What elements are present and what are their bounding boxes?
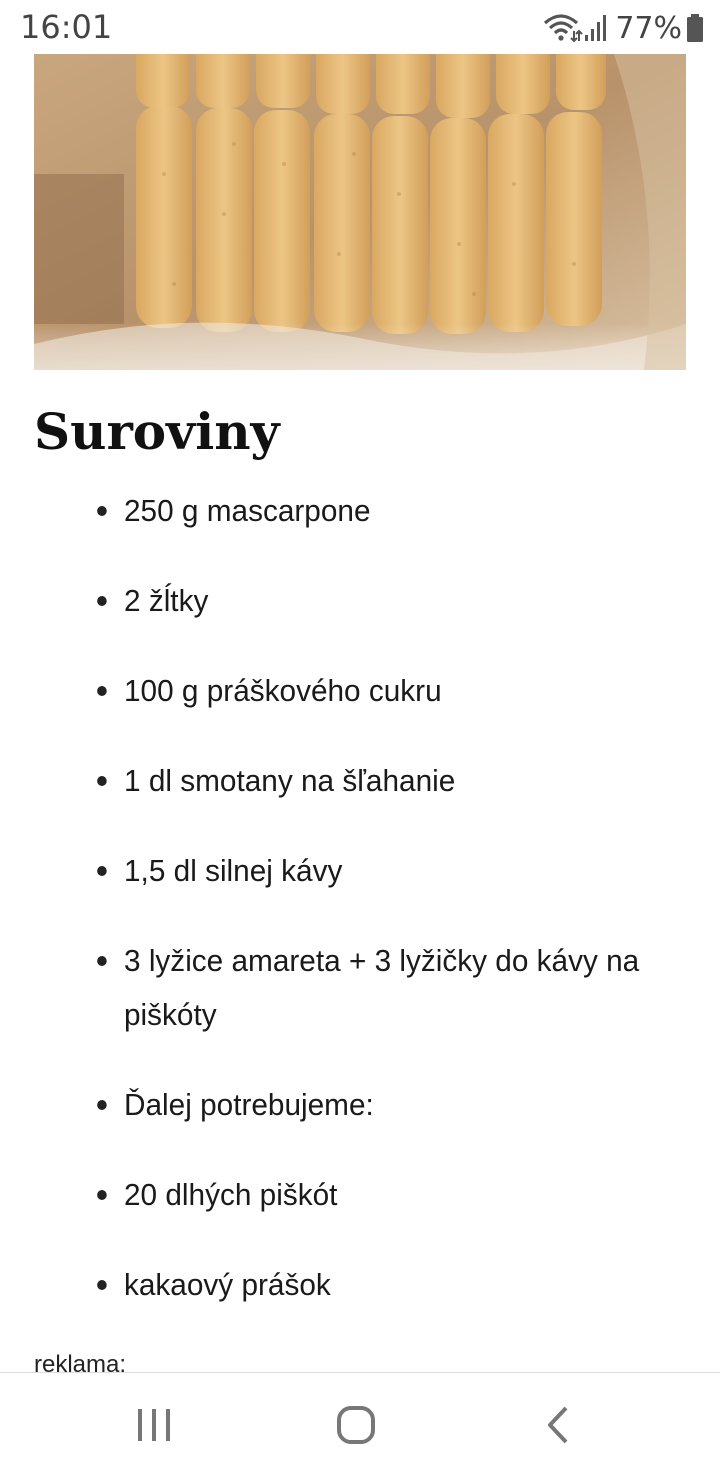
list-item: 20 dlhých piškót	[124, 1168, 662, 1222]
home-icon	[335, 1404, 377, 1451]
section-title: Suroviny	[34, 402, 280, 461]
back-button[interactable]	[526, 1395, 590, 1459]
status-time: 16:01	[20, 8, 113, 46]
list-item: 3 lyžice amareta + 3 lyžičky do kávy na piškóty	[124, 934, 662, 1042]
wifi-icon	[543, 13, 583, 43]
list-item: kakaový prášok	[124, 1258, 662, 1312]
list-item: 1,5 dl silnej kávy	[124, 844, 662, 898]
list-item: 100 g práškového cukru	[124, 664, 662, 718]
list-item: 250 g mascarpone	[124, 484, 662, 538]
recent-apps-icon	[134, 1405, 174, 1450]
ingredient-list	[0, 484, 720, 1348]
hero-image	[34, 54, 686, 370]
ad-label: reklama:	[34, 1351, 127, 1372]
navigation-bar	[0, 1372, 720, 1481]
back-icon	[540, 1405, 576, 1450]
list-item: 1 dl smotany na šľahanie	[124, 754, 662, 808]
list-item: Ďalej potrebujeme:	[124, 1078, 662, 1132]
battery-icon	[686, 13, 704, 43]
list-item: 2 žĺtky	[124, 574, 662, 628]
home-button[interactable]	[324, 1395, 388, 1459]
battery-percent: 77%	[615, 10, 682, 46]
status-bar	[0, 0, 720, 54]
signal-icon	[583, 13, 609, 43]
status-icons	[543, 8, 704, 48]
recent-apps-button[interactable]	[122, 1395, 186, 1459]
